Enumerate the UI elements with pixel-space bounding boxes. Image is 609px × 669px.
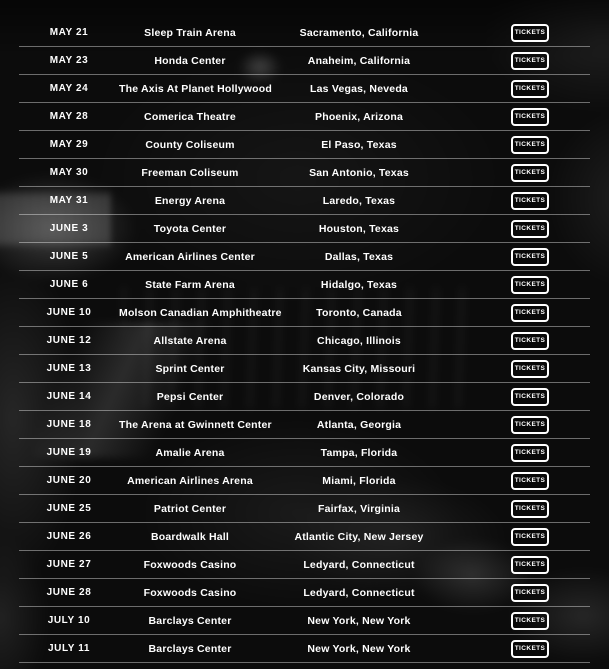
event-venue: Toyota Center bbox=[153, 222, 227, 235]
tour-date-row bbox=[19, 467, 590, 495]
event-date: MAY 21 bbox=[49, 27, 89, 38]
tickets-button[interactable]: TICKETS bbox=[511, 248, 549, 266]
tickets-button[interactable]: TICKETS bbox=[511, 472, 549, 490]
event-date: JUNE 25 bbox=[46, 503, 92, 514]
tickets-button[interactable]: TICKETS bbox=[511, 584, 549, 602]
event-venue: Barclays Center bbox=[148, 642, 232, 655]
event-venue: Amalie Arena bbox=[155, 446, 225, 459]
event-venue: County Coliseum bbox=[145, 138, 235, 151]
tour-date-row bbox=[19, 355, 590, 383]
tour-date-row bbox=[19, 411, 590, 439]
tickets-button[interactable]: TICKETS bbox=[511, 304, 549, 322]
event-location: Laredo, Texas bbox=[322, 194, 396, 207]
event-date: JUNE 19 bbox=[46, 447, 92, 458]
event-date: JUNE 5 bbox=[49, 251, 89, 262]
event-venue: Barclays Center bbox=[148, 614, 232, 627]
tickets-button[interactable]: TICKETS bbox=[511, 52, 549, 70]
event-location: Fairfax, Virginia bbox=[318, 502, 400, 515]
event-location: Tampa, Florida bbox=[320, 446, 398, 459]
tour-date-row bbox=[19, 439, 590, 467]
event-date: JUNE 18 bbox=[46, 419, 92, 430]
tour-date-row bbox=[19, 131, 590, 159]
event-location: Chicago, Illinois bbox=[317, 334, 401, 347]
event-location: Kansas City, Missouri bbox=[302, 362, 416, 375]
event-venue: American Airlines Center bbox=[125, 250, 255, 263]
event-venue: Foxwoods Casino bbox=[143, 558, 237, 571]
event-location: Phoenix, Arizona bbox=[315, 110, 403, 123]
tour-date-row bbox=[19, 243, 590, 271]
tickets-button[interactable]: TICKETS bbox=[511, 108, 549, 126]
tour-dates-table bbox=[19, 19, 590, 663]
tour-date-row bbox=[19, 523, 590, 551]
event-venue: Pepsi Center bbox=[156, 390, 224, 403]
tickets-button[interactable]: TICKETS bbox=[511, 332, 549, 350]
event-date: JUNE 12 bbox=[46, 335, 92, 346]
tickets-button[interactable]: TICKETS bbox=[511, 416, 549, 434]
event-venue: Allstate Arena bbox=[153, 334, 227, 347]
event-date: JUNE 20 bbox=[46, 475, 92, 486]
tour-date-row bbox=[19, 299, 590, 327]
event-location: Denver, Colorado bbox=[313, 390, 405, 403]
event-venue: American Airlines Arena bbox=[127, 474, 253, 487]
event-date: JUNE 10 bbox=[46, 307, 92, 318]
event-location: Las Vegas, Neveda bbox=[310, 82, 408, 95]
tickets-button[interactable]: TICKETS bbox=[511, 192, 549, 210]
event-location: Houston, Texas bbox=[318, 222, 400, 235]
event-venue: Patriot Center bbox=[153, 502, 227, 515]
event-location: Hidalgo, Texas bbox=[320, 278, 398, 291]
tickets-button[interactable]: TICKETS bbox=[511, 444, 549, 462]
tickets-button[interactable]: TICKETS bbox=[511, 612, 549, 630]
tickets-button[interactable]: TICKETS bbox=[511, 24, 549, 42]
tour-date-row bbox=[19, 551, 590, 579]
event-location: Atlantic City, New Jersey bbox=[294, 530, 424, 543]
event-location: Sacramento, California bbox=[299, 26, 419, 39]
tickets-button[interactable]: TICKETS bbox=[511, 528, 549, 546]
event-venue: The Axis At Planet Hollywood bbox=[119, 82, 273, 95]
event-location: Dallas, Texas bbox=[324, 250, 394, 263]
tickets-button[interactable]: TICKETS bbox=[511, 80, 549, 98]
event-date: JULY 11 bbox=[47, 643, 90, 654]
event-venue: Molson Canadian Amphitheatre bbox=[119, 306, 282, 319]
event-location: New York, New York bbox=[307, 614, 411, 627]
event-venue: Boardwalk Hall bbox=[150, 530, 230, 543]
event-date: MAY 23 bbox=[49, 55, 89, 66]
event-venue: Honda Center bbox=[154, 54, 226, 67]
tour-date-row bbox=[19, 75, 590, 103]
event-date: JUNE 27 bbox=[46, 559, 92, 570]
event-date: JUNE 28 bbox=[46, 587, 92, 598]
event-venue: Comerica Theatre bbox=[144, 110, 236, 123]
event-venue: The Arena at Gwinnett Center bbox=[119, 418, 272, 431]
tour-date-row bbox=[19, 579, 590, 607]
event-venue: Freeman Coliseum bbox=[141, 166, 239, 179]
event-location: Miami, Florida bbox=[322, 474, 396, 487]
event-date: JUNE 14 bbox=[46, 391, 92, 402]
event-date: JUNE 26 bbox=[46, 531, 92, 542]
tour-date-row bbox=[19, 327, 590, 355]
event-date: JULY 10 bbox=[47, 615, 91, 626]
event-location: Ledyard, Connecticut bbox=[303, 586, 415, 599]
event-date: MAY 28 bbox=[49, 111, 89, 122]
tour-date-row bbox=[19, 103, 590, 131]
tour-date-row bbox=[19, 19, 590, 47]
tour-date-row bbox=[19, 215, 590, 243]
tickets-button[interactable]: TICKETS bbox=[511, 640, 549, 658]
event-location: Ledyard, Connecticut bbox=[303, 558, 415, 571]
event-location: New York, New York bbox=[307, 642, 411, 655]
event-date: MAY 29 bbox=[49, 139, 89, 150]
tour-date-row bbox=[19, 271, 590, 299]
event-date: MAY 24 bbox=[49, 83, 89, 94]
event-date: JUNE 13 bbox=[46, 363, 92, 374]
event-venue: Sprint Center bbox=[155, 362, 225, 375]
tour-date-row bbox=[19, 383, 590, 411]
tour-date-row bbox=[19, 607, 590, 635]
event-date: MAY 30 bbox=[49, 167, 89, 178]
tour-date-row bbox=[19, 495, 590, 523]
tickets-button[interactable]: TICKETS bbox=[511, 500, 549, 518]
tour-date-row bbox=[19, 187, 590, 215]
tickets-button[interactable]: TICKETS bbox=[511, 276, 549, 294]
event-venue: Energy Arena bbox=[154, 194, 226, 207]
event-date: JUNE 3 bbox=[49, 223, 89, 234]
tour-date-row bbox=[19, 47, 590, 75]
tickets-button[interactable]: TICKETS bbox=[511, 220, 549, 238]
tour-date-row bbox=[19, 635, 590, 663]
event-venue: Sleep Train Arena bbox=[144, 26, 236, 39]
event-venue: Foxwoods Casino bbox=[143, 586, 237, 599]
event-venue: State Farm Arena bbox=[145, 278, 235, 291]
event-location: Toronto, Canada bbox=[316, 306, 402, 319]
tour-date-row bbox=[19, 159, 590, 187]
tickets-button[interactable]: TICKETS bbox=[511, 388, 549, 406]
event-date: JUNE 6 bbox=[49, 279, 89, 290]
event-date: MAY 31 bbox=[49, 195, 89, 206]
tickets-button[interactable]: TICKETS bbox=[511, 136, 549, 154]
tickets-button[interactable]: TICKETS bbox=[511, 164, 549, 182]
tickets-button[interactable]: TICKETS bbox=[511, 556, 549, 574]
event-location: Anaheim, California bbox=[307, 54, 411, 67]
event-location: Atlanta, Georgia bbox=[316, 418, 402, 431]
event-location: El Paso, Texas bbox=[321, 138, 397, 151]
event-location: San Antonio, Texas bbox=[309, 166, 409, 179]
tickets-button[interactable]: TICKETS bbox=[511, 360, 549, 378]
